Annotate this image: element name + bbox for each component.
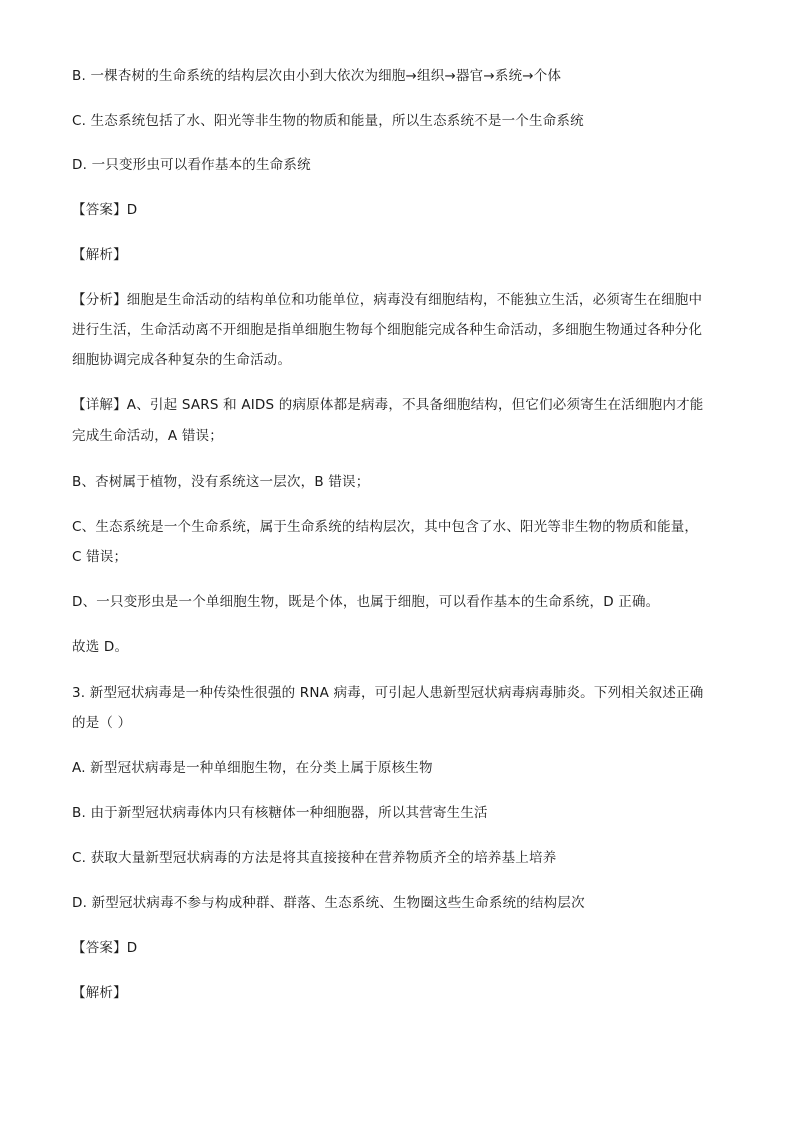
analysis-line-2: 进行生活，生命活动离不开细胞是指单细胞生物每个细胞能完成各种生命活动，多细胞生物通过各种分化 (72, 322, 703, 338)
question-3-line-2: 的是（ ） (72, 715, 132, 731)
detail-c-line-1: C、生态系统是一个生命系统，属于生命系统的结构层次，其中包含了水、阳光等非生物的物质和能量， (72, 519, 699, 535)
option-c-line: C. 生态系统包括了水、阳光等非生物的物质和能量，所以生态系统不是一个生命系统 (72, 113, 584, 129)
detail-d-line: D、一只变形虫是一个单细胞生物，既是个体，也属于细胞，可以看作基本的生命系统，D 正确。 (72, 594, 660, 610)
option-d-line: D. 一只变形虫可以看作基本的生命系统 (72, 157, 311, 173)
choose-line: 故选 D。 (72, 639, 129, 655)
answer-label: 【答案】D (72, 202, 138, 218)
analysis-line-1: 【分析】细胞是生命活动的结构单位和功能单位，病毒没有细胞结构，不能独立生活，必须寄生在细胞中 (72, 292, 703, 308)
analysis-line-3: 细胞协调完成各种复杂的生命活动。 (72, 352, 292, 368)
q3-option-b-line: B. 由于新型冠状病毒体内只有核糖体一种细胞器，所以其营寄生生活 (72, 805, 488, 821)
q3-option-a-line: A. 新型冠状病毒是一种单细胞生物，在分类上属于原核生物 (72, 760, 433, 776)
q3-option-d-line: D. 新型冠状病毒不参与构成种群、群落、生态系统、生物圈这些生命系统的结构层次 (72, 895, 585, 911)
detail-line-1: 【详解】A、引起 SARS 和 AIDS 的病原体都是病毒，不具备细胞结构，但它们必须寄生在活细胞内才能 (72, 397, 704, 413)
question-3-line-1: 3. 新型冠状病毒是一种传染性很强的 RNA 病毒，可引起人患新型冠状病毒病毒肺炎。下列相关叙述正确 (72, 685, 704, 701)
detail-c-line-2: C 错误； (72, 549, 128, 565)
explanation-label: 【解析】 (72, 247, 127, 263)
q3-explanation-label: 【解析】 (72, 985, 127, 1001)
detail-line-2: 完成生命活动，A 错误； (72, 428, 223, 444)
option-b-line: B. 一棵杏树的生命系统的结构层次由小到大依次为细胞→组织→器官→系统→个体 (72, 68, 562, 84)
q3-option-c-line: C. 获取大量新型冠状病毒的方法是将其直接接种在营养物质齐全的培养基上培养 (72, 850, 557, 866)
q3-answer-label: 【答案】D (72, 940, 138, 956)
detail-b-line: B、杏树属于植物，没有系统这一层次，B 错误； (72, 474, 370, 490)
